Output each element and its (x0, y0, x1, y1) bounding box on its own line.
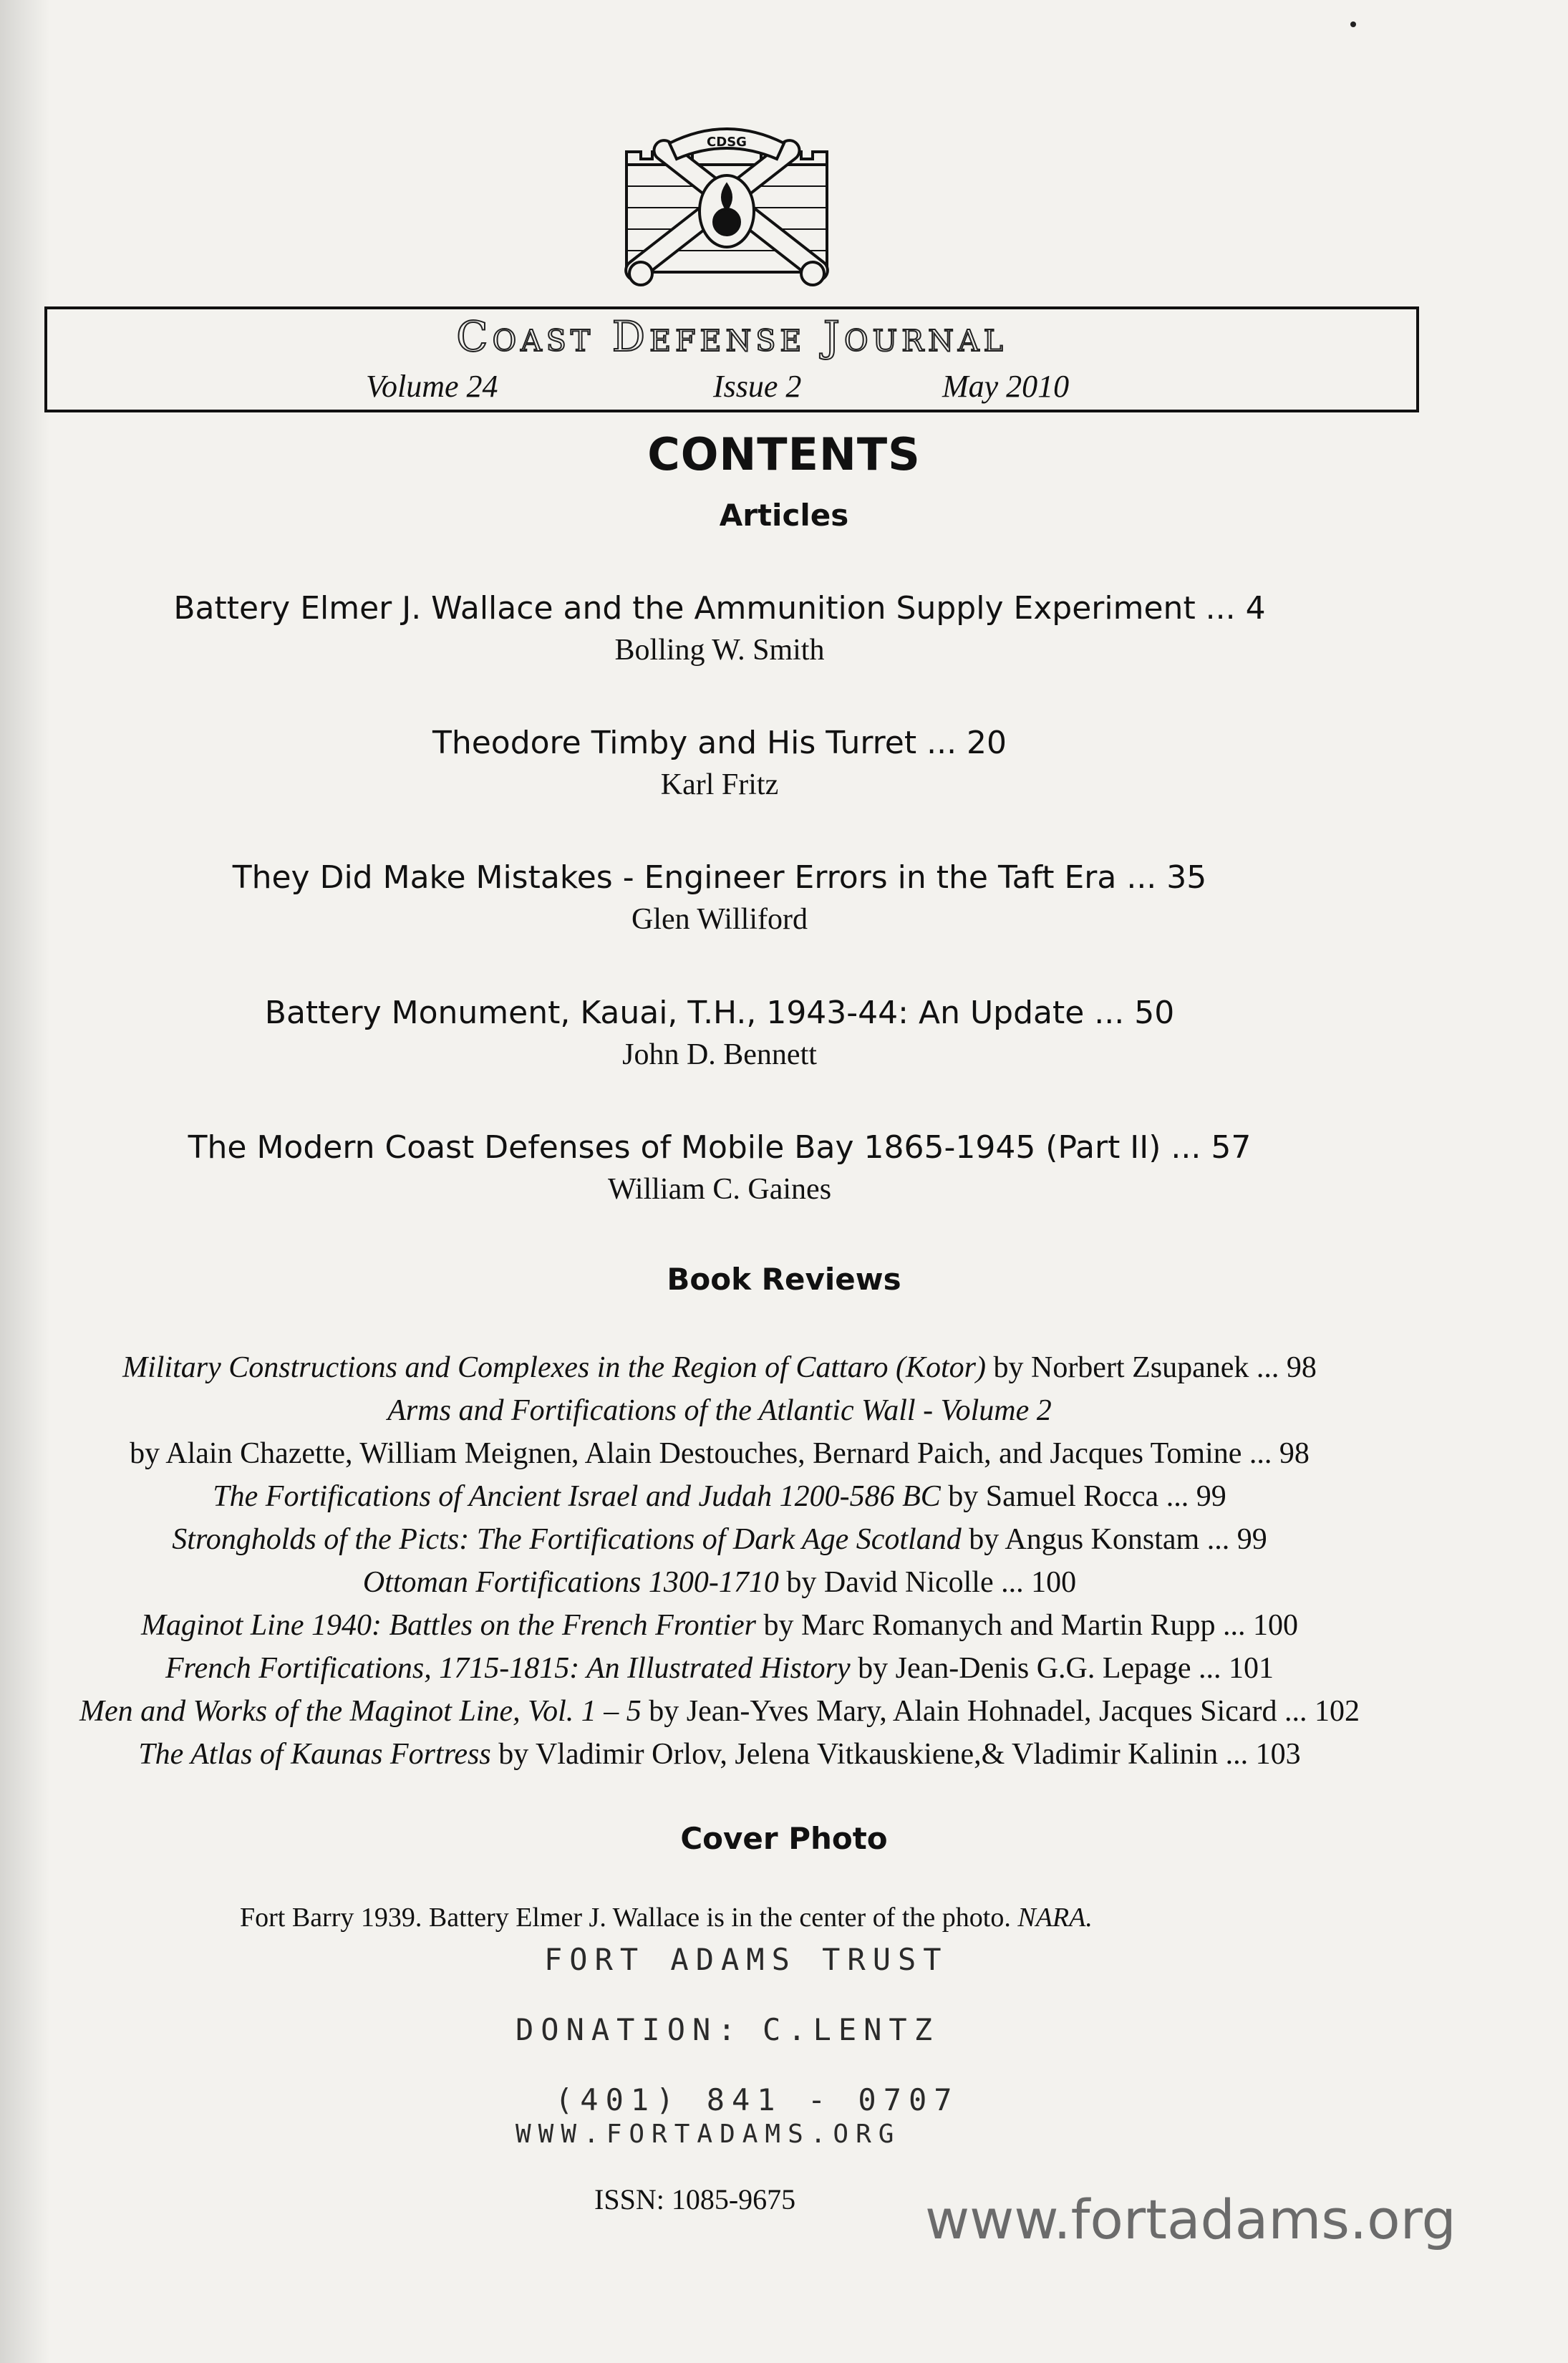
article-item (0, 587, 1439, 670)
article-author: William C. Gaines (607, 1173, 832, 1206)
article-author: Bolling W. Smith (614, 634, 825, 667)
review-details: by Jean-Yves Mary, Alain Hohnadel, Jacques Sicard ... 102 (641, 1695, 1360, 1728)
review-title: French Fortifications, 1715-1815: An Illustrated History (165, 1652, 851, 1685)
article-item (0, 856, 1439, 939)
cover-photo-heading: Cover Photo (680, 1821, 888, 1856)
issue-label: Issue 2 (713, 369, 802, 404)
review-line (0, 1604, 1439, 1647)
review-details: by Samuel Rocca ... 99 (940, 1480, 1226, 1513)
review-details: by Vladimir Orlov, Jelena Vitkauskiene,& Vladimir Kalinin ... 103 (490, 1738, 1301, 1771)
review-details: by Marc Romanych and Martin Rupp ... 100 (755, 1609, 1298, 1642)
donation-stamp-donor: C.LENTZ (763, 2012, 940, 2047)
cover-caption-credit: NARA. (1017, 1903, 1093, 1933)
review-title: Maginot Line 1940: Battles on the French Frontier (141, 1609, 756, 1642)
article-author: John D. Bennett (622, 1038, 817, 1071)
articles-heading: Articles (719, 498, 849, 533)
review-line (0, 1690, 1439, 1733)
article-item (0, 1126, 1439, 1209)
review-title: Ottoman Fortifications 1300-1710 (362, 1566, 779, 1599)
review-line (0, 1518, 1439, 1561)
review-details: by David Nicolle ... 100 (778, 1566, 1077, 1599)
cover-caption (240, 1902, 1093, 1933)
review-details: by Angus Konstam ... 99 (961, 1523, 1267, 1556)
review-title: The Fortifications of Ancient Israel and Judah 1200-586 BC (213, 1480, 941, 1513)
volume-label: Volume 24 (366, 369, 498, 404)
donation-stamp-label: DONATION: (516, 2012, 743, 2047)
review-title: Strongholds of the Picts: The Fortifications of Dark Age Scotland (172, 1523, 962, 1556)
book-reviews-list (0, 1346, 1439, 1776)
review-line (0, 1389, 1439, 1432)
issn-number: ISSN: 1085-9675 (594, 2183, 796, 2215)
article-title: Battery Elmer J. Wallace and the Ammunition Supply Experiment ... 4 (173, 590, 1266, 627)
donation-stamp-website: WWW.FORTADAMS.ORG (516, 2120, 901, 2149)
contents-heading: CONTENTS (647, 428, 921, 480)
cdsg-logo (591, 115, 863, 301)
article-title: Battery Monument, Kauai, T.H., 1943-44: An Update ... 50 (264, 995, 1175, 1031)
article-item (0, 992, 1439, 1075)
journal-title: Coast Defense Journal (456, 312, 1007, 361)
article-author: Glen Williford (631, 903, 808, 936)
article-item (0, 722, 1439, 805)
review-line (0, 1561, 1439, 1604)
masthead-box (44, 306, 1419, 412)
review-details: by Jean-Denis G.G. Lepage ... 101 (850, 1652, 1274, 1685)
article-author: Karl Fritz (660, 768, 779, 801)
review-line (0, 1475, 1439, 1518)
donation-stamp-line: FORT ADAMS TRUST (544, 1942, 949, 1977)
review-line (0, 1733, 1439, 1776)
review-title: Arms and Fortifications of the Atlantic Wall - Volume 2 (387, 1394, 1052, 1427)
book-reviews-heading: Book Reviews (667, 1262, 901, 1297)
donation-stamp-phone: (401) 841 - 0707 (555, 2082, 959, 2117)
review-line (0, 1346, 1439, 1389)
review-details: by Alain Chazette, William Meignen, Alain Destouches, Bernard Paich, and Jacques Tomine ... 98 (130, 1437, 1310, 1470)
review-title: Men and Works of the Maginot Line, Vol. 1 – 5 (79, 1695, 642, 1728)
review-title: Military Constructions and Complexes in the Region of Cattaro (Kotor) (122, 1351, 986, 1384)
article-title: They Did Make Mistakes - Engineer Errors in the Taft Era ... 35 (232, 859, 1207, 896)
article-title: The Modern Coast Defenses of Mobile Bay 1865-1945 (Part II) ... 57 (188, 1129, 1252, 1166)
review-line (0, 1432, 1439, 1475)
review-line (0, 1647, 1439, 1690)
speck (1350, 21, 1356, 27)
review-details: by Norbert Zsupanek ... 98 (985, 1351, 1317, 1384)
website-watermark: www.fortadams.org (925, 2188, 1456, 2251)
review-title: The Atlas of Kaunas Fortress (138, 1738, 491, 1771)
logo-text: CDSG (707, 135, 747, 150)
date-label: May 2010 (942, 369, 1070, 404)
article-title: Theodore Timby and His Turret ... 20 (432, 725, 1007, 761)
cover-caption-text: Fort Barry 1939. Battery Elmer J. Wallace is in the center of the photo. (240, 1903, 1018, 1933)
